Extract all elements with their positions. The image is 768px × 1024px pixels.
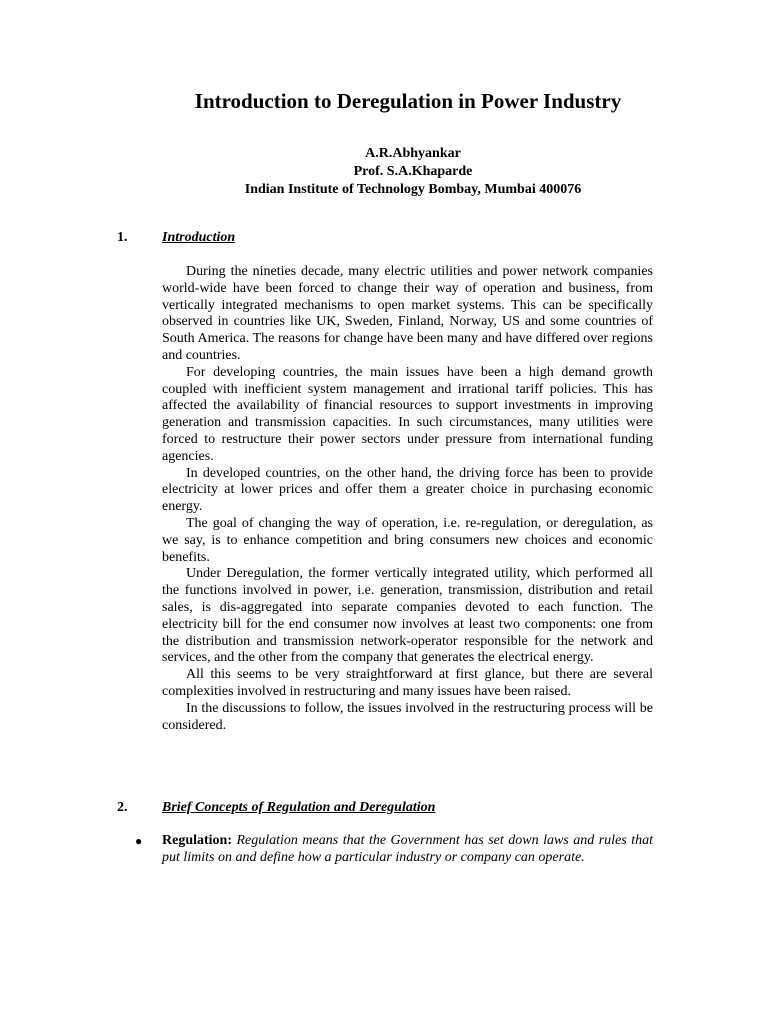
author-block [0, 145, 768, 199]
section-title: Introduction [162, 230, 236, 245]
paragraph: Under Deregulation, the former vertically integrated utility, which performed all the functions involved in power, i.e. generation, transmission, distribution and retail sales, is dis-aggregated into separate companies devoted to each function. The electricity bill for the end consumer now involves at least two components: one from the distribution and transmission network-operator responsible for the network and services, and the other from the company that generates the electrical energy. [162, 566, 653, 666]
bullet-term: Regulation: [162, 833, 232, 848]
paragraph: In the discussions to follow, the issues involved in the restructuring process will be considered. [162, 700, 653, 733]
paragraph: During the nineties decade, many electric utilities and power network companies world-wide have been forced to change their way of operation and business, from vertically integrated mechanisms to open market systems. This can be specifically observed in countries like UK, Sweden, Finland, Norway, US and some countries of South America. The reasons for change have been many and have differed over regions and countries. [162, 264, 653, 363]
section-heading-introduction [117, 229, 235, 247]
author-name: Prof. S.A.Khaparde [353, 164, 473, 179]
document-title: Introduction to Deregulation in Power Industry [194, 89, 622, 113]
concepts-bullet-list [135, 833, 653, 867]
introduction-body [162, 264, 653, 734]
list-item [135, 833, 653, 867]
paragraph: All this seems to be very straightforward at first glance, but there are several complexities involved in restructuring and many issues have been raised. [162, 667, 653, 699]
paragraph: For developing countries, the main issues have been a high demand growth coupled with inefficient system management and irrational tariff policies. This has affected the availability of financial resources to support investments in improving generation and transmission capacities. In such circumstances, many utilities were forced to restructure their power sectors under pressure from international funding agencies. [162, 364, 653, 464]
bullet-definition: Regulation means that the Government has set down laws and rules that put limits on and define how a particular industry or company can operate. [162, 833, 653, 865]
section-number: 1. [117, 230, 128, 245]
section-title: Brief Concepts of Regulation and Deregulation [162, 800, 436, 815]
paragraph: In developed countries, on the other hand, the driving force has been to provide electricity at lower prices and offer them a greater choice in purchasing economic energy. [162, 465, 653, 515]
author-affiliation: Indian Institute of Technology Bombay, Mumbai 400076 [244, 182, 582, 197]
section-number: 2. [117, 800, 128, 815]
section-heading-concepts [117, 799, 435, 817]
author-name: A.R.Abhyankar [365, 146, 461, 161]
bullet-icon: ● [135, 834, 143, 848]
paragraph: The goal of changing the way of operation, i.e. re-regulation, or deregulation, as we say, is to enhance competition and bring consumers new choices and economic benefits. [162, 515, 653, 565]
bullet-text [162, 833, 653, 867]
